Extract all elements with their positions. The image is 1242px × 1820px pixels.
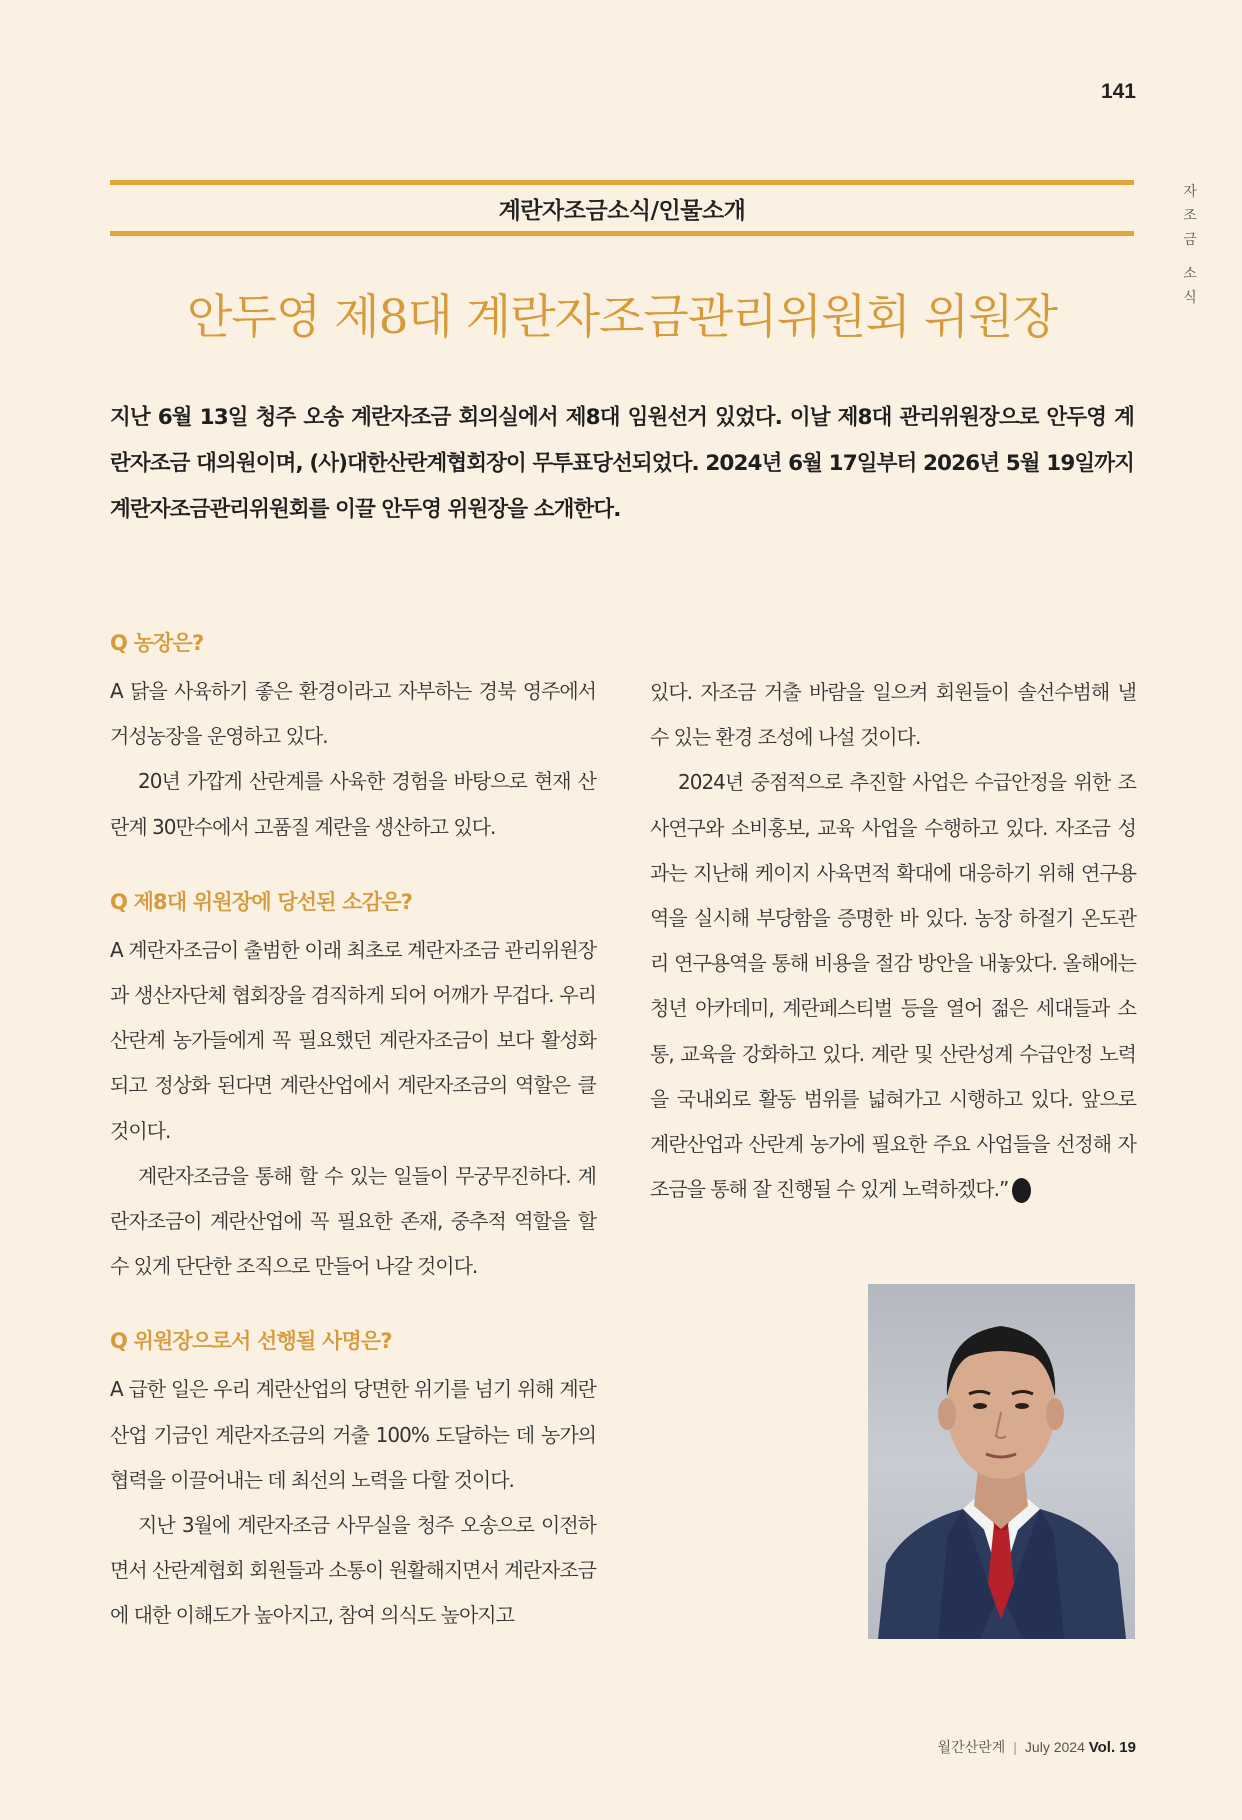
answer-paragraph: A 계란자조금이 출범한 이래 최초로 계란자조금 관리위원장과 생산자단체 협회장을 겸직하게 되어 어깨가 무겁다. 우리 산란계 농가들에게 꼭 필요했던 계란자조금이 보다 활성화되고 정상화 된다면 계란산업에서 계란자조금의 역할은 클 것이다. xyxy=(110,937,596,1143)
body-paragraph: 있다. 자조금 거출 바람을 일으켜 회원들이 솔선수범해 낼 수 있는 환경 조성에 나설 것이다. xyxy=(650,680,1136,750)
issue-date: July 2024 xyxy=(1024,1739,1085,1755)
article-title: 안두영 제8대 계란자조금관리위원회 위원장 xyxy=(187,290,1057,345)
footer-divider: | xyxy=(1013,1739,1017,1755)
portrait-illustration xyxy=(868,1284,1135,1639)
qa-block xyxy=(110,1323,596,1638)
left-column xyxy=(110,625,596,1639)
end-mark-icon xyxy=(1012,1178,1031,1203)
portrait-photo xyxy=(868,1284,1135,1639)
body-paragraph-text: 2024년 중점적으로 추진할 사업은 수급안정을 위한 조사연구와 소비홍보, 교육 사업을 수행하고 있다. 자조금 성과는 지난해 케이지 사육면적 확대에 대응하기 위해 연구용역을 실시해 부당함을 증명한 바 있다. 농장 하절기 온도관리 연구용역을 통해 비용을 절감 방안을 내놓았다. 올해에는 청년 아카데미, 계란페스티벌 등을 열어 젊은 세대들과 소통, 교육을 강화하고 있다. 계란 및 산란성계 수급안정 노력을 국내외로 활동 범위를 넓혀가고 시행하고 있다. 앞으로 계란산업과 산란계 농가에 필요한 주요 사업들을 선정해 자조금을 통해 잘 진행될 수 있게 노력하겠다.” xyxy=(650,770,1136,1202)
body-paragraph xyxy=(650,760,1136,1212)
side-label-char: 소 xyxy=(1183,266,1197,282)
side-section-label xyxy=(1180,180,1200,310)
answer-paragraph: 계란자조금을 통해 할 수 있는 일들이 무궁무진하다. 계란자조금이 계란산업에 꼭 필요한 존재, 중추적 역할을 할 수 있게 단단한 조직으로 만들어 나갈 것이다. xyxy=(110,1163,596,1279)
question-heading: Q 위원장으로서 선행될 사명은? xyxy=(110,1329,392,1354)
side-label-char: 금 xyxy=(1183,232,1197,248)
magazine-name: 월간산란계 xyxy=(937,1739,1006,1755)
section-header xyxy=(110,180,1134,236)
qa-block xyxy=(110,884,596,1290)
answer-paragraph: 20년 가깝게 산란계를 사육한 경험을 바탕으로 현재 산란계 30만수에서 고품질 계란을 생산하고 있다. xyxy=(110,769,596,839)
side-label-char: 식 xyxy=(1183,290,1197,306)
side-label-char: 자 xyxy=(1183,184,1197,200)
section-category: 계란자조금소식/인물소개 xyxy=(498,197,746,224)
page-footer xyxy=(938,1737,1136,1757)
volume-number: Vol. 19 xyxy=(1088,1739,1136,1756)
answer-paragraph: A 급한 일은 우리 계란산업의 당면한 위기를 넘기 위해 계란산업 기금인 계란자조금의 거출 100% 도달하는 데 농가의 협력을 이끌어내는 데 최선의 노력을 다할 것이다. xyxy=(110,1377,596,1492)
question-heading: Q 제8대 위원장에 당선된 소감은? xyxy=(110,889,413,914)
page-number: 141 xyxy=(1100,80,1136,103)
article-lead: 지난 6월 13일 청주 오송 계란자조금 회의실에서 제8대 임원선거 있었다. 이날 제8대 관리위원장으로 안두영 계란자조금 대의원이며, (사)대한산란계협회장이 무투표당선되었다. 2024년 6월 17일부터 2026년 5월 19일까지 계란자조금관리위원회를 이끌 안두영 위원장을 소개한다. xyxy=(110,405,1134,522)
qa-block xyxy=(110,625,596,850)
side-label-char: 조 xyxy=(1183,208,1197,224)
answer-paragraph: A 닭을 사육하기 좋은 환경이라고 자부하는 경북 영주에서 거성농장을 운영하고 있다. xyxy=(110,679,596,749)
answer-paragraph: 지난 3월에 계란자조금 사무실을 청주 오송으로 이전하면서 산란계협회 회원들과 소통이 원활해지면서 계란자조금에 대한 이해도가 높아지고, 참여 의식도 높아지고 xyxy=(110,1513,596,1628)
right-column xyxy=(650,670,1136,1212)
question-heading: Q 농장은? xyxy=(110,631,204,655)
